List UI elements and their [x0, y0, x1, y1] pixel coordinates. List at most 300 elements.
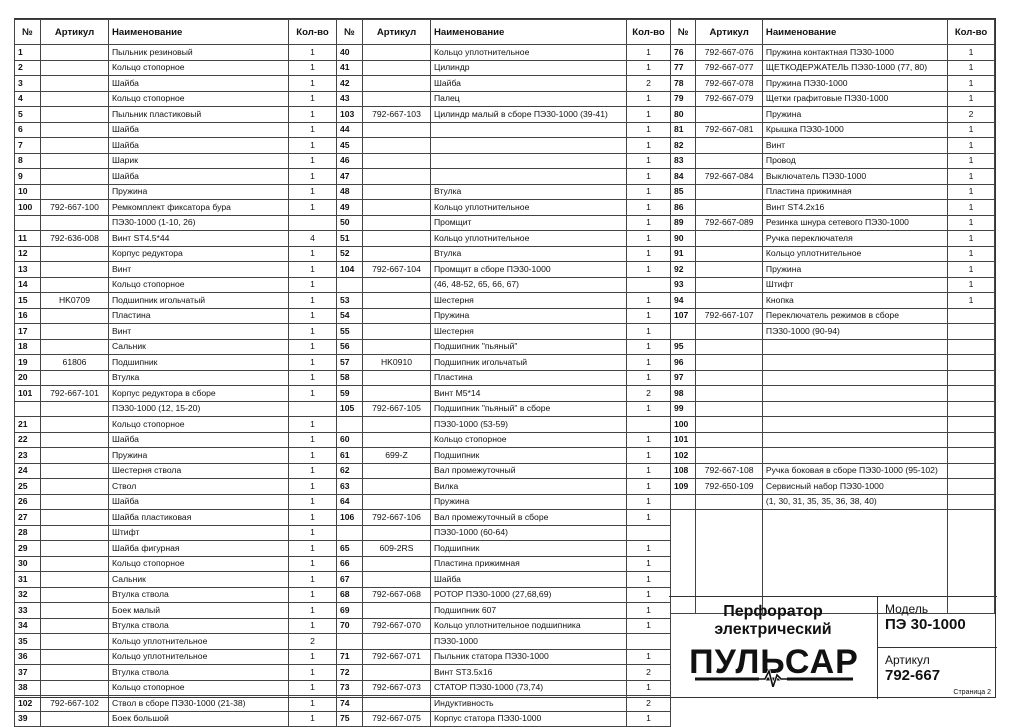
part-name: Шарик	[109, 153, 289, 169]
header-name: Наименование	[109, 20, 289, 45]
part-article: 792-667-102	[41, 696, 109, 712]
table-row	[671, 479, 995, 495]
part-name: Пыльник резиновый	[109, 45, 289, 61]
part-name: Кольцо уплотнительное	[431, 200, 627, 216]
part-number: 10	[15, 184, 41, 200]
part-number: 51	[337, 231, 363, 247]
part-article: 792-667-077	[696, 60, 762, 76]
part-name: Провод	[762, 153, 947, 169]
part-quantity: 2	[627, 76, 671, 92]
part-name: Пружина	[762, 107, 947, 123]
part-name: Шестерня	[431, 293, 627, 309]
parts-list-sheet	[14, 18, 996, 724]
part-number: 46	[337, 153, 363, 169]
table-row	[15, 339, 337, 355]
part-article	[696, 494, 762, 510]
part-name: Пружина	[109, 184, 289, 200]
part-number: 96	[671, 355, 696, 371]
part-name: Шайба	[109, 138, 289, 154]
table-row	[671, 122, 995, 138]
part-article	[41, 448, 109, 464]
table-row	[15, 525, 337, 541]
table-row	[15, 680, 337, 696]
part-quantity: 1	[289, 494, 337, 510]
part-quantity	[948, 479, 995, 495]
part-number: 3	[15, 76, 41, 92]
part-number: 106	[337, 510, 363, 526]
table-row	[337, 556, 671, 572]
part-name: ПЭ30-1000	[431, 634, 627, 650]
part-article: 792-667-101	[41, 386, 109, 402]
part-name: Втулка ствола	[109, 665, 289, 681]
table-row	[337, 200, 671, 216]
part-number: 23	[15, 448, 41, 464]
part-name: Подшипник игольчатый	[431, 355, 627, 371]
table-row	[15, 60, 337, 76]
part-article	[41, 587, 109, 603]
part-quantity: 1	[627, 231, 671, 247]
part-name: Кольцо уплотнительное	[109, 634, 289, 650]
part-quantity	[948, 308, 995, 324]
part-article	[41, 122, 109, 138]
part-quantity: 1	[289, 91, 337, 107]
part-name: Подшипник "пьяный"	[431, 339, 627, 355]
part-name: Кольцо стопорное	[109, 680, 289, 696]
part-article: 792-667-073	[363, 680, 431, 696]
part-name: Подшипник	[109, 355, 289, 371]
part-number: 26	[15, 494, 41, 510]
part-name: ПЭ30-1000 (60-64)	[431, 525, 627, 541]
part-quantity	[948, 417, 995, 433]
part-number: 24	[15, 463, 41, 479]
part-number: 35	[15, 634, 41, 650]
part-number: 6	[15, 122, 41, 138]
part-quantity: 1	[289, 76, 337, 92]
table-row	[337, 355, 671, 371]
part-number: 75	[337, 711, 363, 727]
part-article: 792-667-106	[363, 510, 431, 526]
part-name	[762, 370, 947, 386]
part-quantity: 1	[289, 308, 337, 324]
table-row	[337, 277, 671, 293]
table-row	[337, 572, 671, 588]
part-number: 61	[337, 448, 363, 464]
table-row	[337, 541, 671, 557]
part-article: 792-667-068	[363, 587, 431, 603]
part-article	[41, 153, 109, 169]
table-row	[671, 169, 995, 185]
part-article: 792-636-008	[41, 231, 109, 247]
part-quantity: 1	[289, 200, 337, 216]
part-article	[363, 169, 431, 185]
part-quantity	[289, 215, 337, 231]
product-title-line-2: электрический	[714, 621, 832, 638]
part-name: Кольцо стопорное	[109, 60, 289, 76]
table-row	[671, 386, 995, 402]
table-row	[337, 60, 671, 76]
part-quantity: 1	[627, 572, 671, 588]
part-quantity: 2	[289, 634, 337, 650]
part-name: Корпус редуктора	[109, 246, 289, 262]
table-row	[15, 122, 337, 138]
part-article	[696, 153, 762, 169]
part-quantity: 1	[627, 153, 671, 169]
part-article	[41, 60, 109, 76]
table-row	[337, 370, 671, 386]
part-name: Пластина	[109, 308, 289, 324]
part-number: 37	[15, 665, 41, 681]
part-quantity: 1	[289, 618, 337, 634]
table-row	[671, 432, 995, 448]
part-name: Кольцо стопорное	[109, 91, 289, 107]
part-article: 792-667-079	[696, 91, 762, 107]
part-article: 792-667-105	[363, 401, 431, 417]
part-article	[696, 324, 762, 340]
part-number: 32	[15, 587, 41, 603]
part-quantity: 1	[948, 153, 995, 169]
table-row	[337, 339, 671, 355]
part-name: Пружина	[431, 308, 627, 324]
table-row	[671, 293, 995, 309]
table-row	[337, 665, 671, 681]
part-name: СТАТОР ПЭ30-1000 (73,74)	[431, 680, 627, 696]
table-row	[15, 386, 337, 402]
part-quantity: 1	[627, 107, 671, 123]
part-article	[41, 184, 109, 200]
part-name	[762, 386, 947, 402]
part-quantity: 1	[948, 45, 995, 61]
table-row	[15, 169, 337, 185]
part-name: Цилиндр малый в сборе ПЭ30-1000 (39-41)	[431, 107, 627, 123]
part-number: 64	[337, 494, 363, 510]
table-row	[337, 618, 671, 634]
part-quantity: 1	[289, 432, 337, 448]
table-row	[15, 479, 337, 495]
header-name: Наименование	[762, 20, 947, 45]
part-article	[41, 91, 109, 107]
header-quantity: Кол-во	[289, 20, 337, 45]
part-name: Подшипник	[431, 541, 627, 557]
part-name	[762, 448, 947, 464]
part-quantity	[627, 417, 671, 433]
part-article	[41, 401, 109, 417]
part-article	[41, 324, 109, 340]
part-quantity: 1	[289, 370, 337, 386]
part-number: 45	[337, 138, 363, 154]
part-name: Шестерня	[431, 324, 627, 340]
part-number: 5	[15, 107, 41, 123]
header-article: Артикул	[41, 20, 109, 45]
part-number: 78	[671, 76, 696, 92]
part-number: 101	[671, 432, 696, 448]
table-row	[337, 587, 671, 603]
part-name: Шайба	[109, 432, 289, 448]
table-row	[337, 324, 671, 340]
part-number	[671, 494, 696, 510]
header-quantity: Кол-во	[948, 20, 995, 45]
part-quantity: 1	[948, 122, 995, 138]
part-quantity: 1	[289, 355, 337, 371]
part-quantity: 1	[948, 200, 995, 216]
table-row	[337, 432, 671, 448]
part-number: 101	[15, 386, 41, 402]
part-number: 90	[671, 231, 696, 247]
part-article	[696, 107, 762, 123]
part-number: 77	[671, 60, 696, 76]
part-number: 28	[15, 525, 41, 541]
table-row	[15, 541, 337, 557]
part-quantity: 1	[627, 122, 671, 138]
part-article: HK0709	[41, 293, 109, 309]
part-article	[363, 463, 431, 479]
table-row	[671, 246, 995, 262]
part-name: Штифт	[109, 525, 289, 541]
part-name: Кольцо стопорное	[109, 556, 289, 572]
part-number: 71	[337, 649, 363, 665]
part-name: Пружина	[431, 494, 627, 510]
part-name: Винт	[109, 324, 289, 340]
table-row	[15, 293, 337, 309]
part-article	[363, 324, 431, 340]
part-number: 25	[15, 479, 41, 495]
table-row	[337, 711, 671, 727]
model-value: ПЭ 30-1000	[885, 616, 966, 633]
header-number: №	[15, 20, 41, 45]
part-quantity	[948, 339, 995, 355]
part-number: 99	[671, 401, 696, 417]
part-number: 8	[15, 153, 41, 169]
part-quantity: 1	[627, 587, 671, 603]
part-article	[41, 76, 109, 92]
part-number: 54	[337, 308, 363, 324]
part-article	[363, 91, 431, 107]
part-quantity: 1	[289, 603, 337, 619]
table-row	[15, 138, 337, 154]
table-row	[337, 634, 671, 650]
part-name: Ствол	[109, 479, 289, 495]
part-quantity: 1	[627, 215, 671, 231]
part-name: Переключатель режимов в сборе	[762, 308, 947, 324]
part-quantity: 1	[627, 680, 671, 696]
part-quantity: 1	[289, 556, 337, 572]
table-row	[15, 324, 337, 340]
part-number: 107	[671, 308, 696, 324]
part-article	[41, 494, 109, 510]
part-number: 12	[15, 246, 41, 262]
part-article	[363, 122, 431, 138]
part-name: Кнопка	[762, 293, 947, 309]
part-article	[41, 262, 109, 278]
part-number: 53	[337, 293, 363, 309]
table-row	[15, 231, 337, 247]
part-quantity: 1	[948, 138, 995, 154]
table-row	[15, 556, 337, 572]
part-name: Индуктивность	[431, 696, 627, 712]
part-number: 30	[15, 556, 41, 572]
table-row	[15, 510, 337, 526]
part-name: Крышка ПЭ30-1000	[762, 122, 947, 138]
part-quantity	[627, 634, 671, 650]
part-name: Штифт	[762, 277, 947, 293]
part-article	[696, 246, 762, 262]
part-quantity	[948, 432, 995, 448]
table-row	[337, 138, 671, 154]
part-name	[431, 169, 627, 185]
part-number: 50	[337, 215, 363, 231]
part-number: 58	[337, 370, 363, 386]
part-article: HK0910	[363, 355, 431, 371]
table-row	[671, 339, 995, 355]
title-block-product	[669, 597, 878, 699]
part-number: 102	[671, 448, 696, 464]
part-quantity: 1	[948, 91, 995, 107]
table-row	[15, 262, 337, 278]
part-article: 792-667-070	[363, 618, 431, 634]
table-row	[671, 370, 995, 386]
part-quantity	[289, 401, 337, 417]
part-number: 95	[671, 339, 696, 355]
parts-table-column-2	[336, 19, 671, 727]
part-quantity: 1	[289, 277, 337, 293]
part-article: 792-667-104	[363, 262, 431, 278]
part-name: Промщит в сборе ПЭ30-1000	[431, 262, 627, 278]
part-name: Втулка	[431, 184, 627, 200]
header-quantity: Кол-во	[627, 20, 671, 45]
part-quantity: 1	[289, 680, 337, 696]
part-name: (1, 30, 31, 35, 35, 36, 38, 40)	[762, 494, 947, 510]
part-quantity: 1	[948, 169, 995, 185]
part-name: Палец	[431, 91, 627, 107]
parts-table-column-1	[14, 19, 337, 727]
part-number: 15	[15, 293, 41, 309]
parts-table-column-3	[670, 19, 995, 614]
table-row	[15, 153, 337, 169]
part-quantity: 1	[627, 510, 671, 526]
part-number: 85	[671, 184, 696, 200]
part-quantity: 1	[627, 556, 671, 572]
part-quantity: 1	[289, 572, 337, 588]
part-number: 82	[671, 138, 696, 154]
part-article	[363, 417, 431, 433]
part-number: 22	[15, 432, 41, 448]
part-article	[363, 696, 431, 712]
part-article	[696, 401, 762, 417]
part-quantity: 1	[627, 463, 671, 479]
part-quantity	[948, 355, 995, 371]
part-article: 61806	[41, 355, 109, 371]
part-name: Боек малый	[109, 603, 289, 619]
part-number: 100	[15, 200, 41, 216]
header-name: Наименование	[431, 20, 627, 45]
part-article	[363, 479, 431, 495]
part-article: 699-Z	[363, 448, 431, 464]
part-name: Шайба фигурная	[109, 541, 289, 557]
table-row	[671, 277, 995, 293]
part-number: 34	[15, 618, 41, 634]
part-number: 73	[337, 680, 363, 696]
part-quantity: 1	[289, 417, 337, 433]
part-number	[337, 634, 363, 650]
part-article	[41, 572, 109, 588]
part-article	[363, 215, 431, 231]
article-value: 792-667	[885, 667, 941, 684]
part-quantity: 1	[289, 649, 337, 665]
table-row	[671, 60, 995, 76]
part-article	[41, 541, 109, 557]
part-name	[762, 401, 947, 417]
table-row	[337, 680, 671, 696]
part-number: 40	[337, 45, 363, 61]
part-article	[696, 293, 762, 309]
part-quantity: 2	[627, 386, 671, 402]
table-row	[337, 463, 671, 479]
article-label: Артикул	[885, 653, 930, 667]
part-quantity: 1	[627, 91, 671, 107]
table-row	[671, 308, 995, 324]
table-row	[337, 510, 671, 526]
part-quantity: 1	[627, 603, 671, 619]
part-name: Кольцо стопорное	[109, 417, 289, 433]
table-row	[337, 246, 671, 262]
part-name	[431, 122, 627, 138]
part-article: 792-667-071	[363, 649, 431, 665]
part-number: 74	[337, 696, 363, 712]
part-quantity: 1	[289, 510, 337, 526]
part-number: 52	[337, 246, 363, 262]
part-number: 59	[337, 386, 363, 402]
part-name: ПЭ30-1000 (12, 15-20)	[109, 401, 289, 417]
part-quantity: 1	[289, 525, 337, 541]
part-quantity	[948, 386, 995, 402]
part-name: ЩЕТКОДЕРЖАТЕЛЬ ПЭ30-1000 (77, 80)	[762, 60, 947, 76]
part-quantity: 1	[627, 494, 671, 510]
part-quantity: 1	[627, 262, 671, 278]
part-quantity: 1	[948, 262, 995, 278]
part-number: 55	[337, 324, 363, 340]
part-name: Винт ST4.5*44	[109, 231, 289, 247]
table-row	[337, 386, 671, 402]
table-row	[15, 246, 337, 262]
part-name: Винт ST3.5x16	[431, 665, 627, 681]
part-name: Пружина	[762, 262, 947, 278]
part-number: 62	[337, 463, 363, 479]
part-number: 84	[671, 169, 696, 185]
table-row	[337, 107, 671, 123]
part-name: Шайба	[109, 76, 289, 92]
header-number: №	[337, 20, 363, 45]
part-name	[431, 153, 627, 169]
part-name: Втулка	[431, 246, 627, 262]
part-number: 76	[671, 45, 696, 61]
table-row	[671, 417, 995, 433]
table-row	[337, 401, 671, 417]
part-article	[41, 138, 109, 154]
part-number	[15, 215, 41, 231]
part-article	[696, 370, 762, 386]
part-quantity: 1	[289, 293, 337, 309]
part-quantity: 1	[289, 138, 337, 154]
table-row	[671, 153, 995, 169]
part-quantity: 1	[627, 355, 671, 371]
table-row	[671, 45, 995, 61]
brand-name: ПУЛЬСАР	[689, 643, 859, 681]
part-number: 48	[337, 184, 363, 200]
table-row	[337, 603, 671, 619]
table-row	[15, 665, 337, 681]
part-number: 83	[671, 153, 696, 169]
part-number: 98	[671, 386, 696, 402]
part-number: 100	[671, 417, 696, 433]
